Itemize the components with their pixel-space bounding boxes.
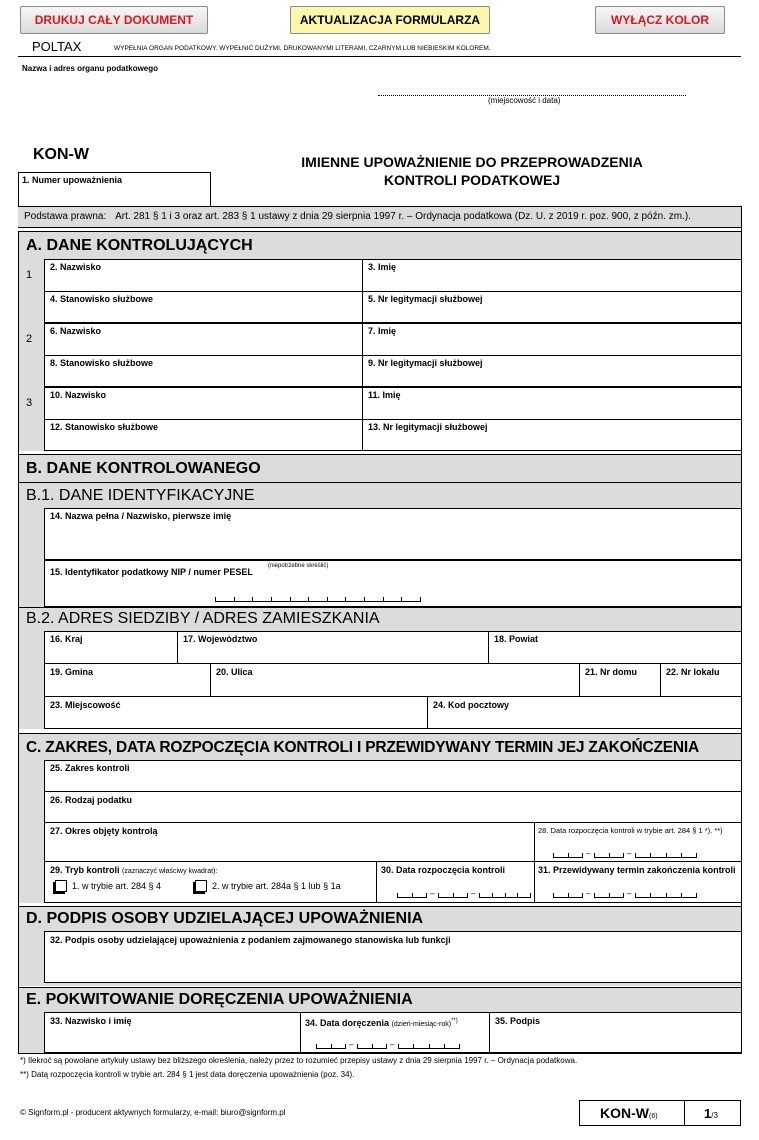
delivery-date-label-text: 34. Data doręczenia — [305, 1018, 390, 1028]
signature-issuer-label: 32. Podpis osoby udzielającej upoważnienia z podaniem zajmowanego stanowiska lub funkcji — [50, 935, 451, 945]
control-mode-label-text: 29. Tryb kontroli — [50, 865, 120, 875]
page-current: 1 — [704, 1106, 712, 1121]
house-number-label: 21. Nr domu — [585, 667, 638, 677]
commune-label: 19. Gmina — [50, 667, 94, 677]
section-d-title: D. PODPIS OSOBY UDZIELAJĄCEJ UPOWAŻNIENIA — [26, 910, 424, 927]
date-year-comb — [479, 893, 531, 898]
county-label: 18. Powiat — [494, 634, 539, 644]
date-year-comb — [398, 1044, 460, 1049]
date-month-comb — [357, 1044, 387, 1049]
section-c-title: C. ZAKRES, DATA ROZPOCZĘCIA KONTROLI I PRZEWIDYWANY TERMIN JEJ ZAKOŃCZENIA — [26, 739, 699, 756]
date-day-comb — [553, 893, 583, 898]
inspector-id-label: 9. Nr legitymacji służbowej — [368, 358, 483, 368]
delivery-date-label — [305, 1016, 458, 1030]
period-label: 27. Okres objęty kontrolą — [50, 826, 158, 836]
control-mode-note: (zaznaczyć właściwy kwadrat): — [122, 868, 218, 875]
section-a-title: A. DANE KONTROLUJĄCYCH — [26, 237, 253, 254]
update-form-button[interactable]: AKTUALIZACJA FORMULARZA — [290, 6, 490, 34]
legal-basis-text: Art. 281 § 1 i 3 oraz art. 283 § 1 ustawy z dnia 29 sierpnia 1997 r. – Ordynacja podatkowa (Dz. U. z 2019 r. poz. 900, z późn. zm.). — [115, 211, 691, 222]
start-date-284-label: 28. Data rozpoczęcia kontroli w trybie art. 284 § 1 *). **) — [538, 826, 723, 835]
full-name-label: 14. Nazwa pełna / Nazwisko, pierwsze imię — [50, 511, 232, 521]
inspector-firstname-field[interactable] — [362, 323, 742, 356]
control-mode-label — [50, 865, 217, 877]
tax-id-comb — [215, 597, 421, 602]
mode-option-1-checkbox[interactable] — [55, 880, 67, 892]
page-box — [579, 1100, 741, 1126]
end-date-label: 31. Przewidywany termin zakończenia kontroli — [538, 865, 736, 875]
date-separator: – — [430, 889, 435, 898]
form-title-line1: IMIENNE UPOWAŻNIENIE DO PRZEPROWADZENIA — [301, 154, 643, 170]
footnote-2: **) Datą rozpoczęcia kontroli w trybie art. 284 § 1 jest data doręczenia upoważnienia (poz. 34). — [20, 1070, 355, 1079]
footer-form-version: (6) — [649, 1113, 658, 1120]
date-month-comb — [594, 853, 624, 858]
inspector-position-label: 4. Stanowisko służbowe — [50, 294, 154, 304]
date-separator: – — [627, 889, 632, 898]
footer-form-code — [600, 1105, 658, 1121]
place-date-label: (miejscowość i data) — [488, 96, 561, 105]
inspector-firstname-field[interactable] — [362, 387, 742, 420]
date-separator: – — [627, 849, 632, 858]
inspector-surname-label: 10. Nazwisko — [50, 390, 107, 400]
legal-basis-label: Podstawa prawna: — [24, 211, 107, 222]
date-separator: – — [390, 1040, 395, 1049]
scope-label: 25. Zakres kontroli — [50, 763, 130, 773]
delivery-date-note: (dzień-miesiąc-rok) — [391, 1021, 452, 1028]
scope-field[interactable] — [44, 760, 742, 792]
tax-type-label: 26. Rodzaj podatku — [50, 795, 133, 805]
tax-id-label: 15. Identyfikator podatkowy NIP / numer PESEL — [50, 567, 253, 577]
mode-option-1-label: 1. w trybie art. 284 § 4 — [72, 881, 162, 891]
date-separator: – — [586, 889, 591, 898]
start-date-label: 30. Data rozpoczęcia kontroli — [381, 865, 506, 875]
section-b1-title: B.1. DANE IDENTYFIKACYJNE — [26, 487, 255, 504]
form-title-line2: KONTROLI PODATKOWEJ — [383, 172, 561, 188]
date-separator: – — [471, 889, 476, 898]
section-e-title: E. POKWITOWANIE DORĘCZENIA UPOWAŻNIENIA — [26, 991, 413, 1008]
form-title — [232, 153, 712, 189]
section-b-title: B. DANE KONTROLOWANEGO — [26, 460, 261, 477]
section-b2-title: B.2. ADRES SIEDZIBY / ADRES ZAMIESZKANIA — [26, 610, 380, 627]
inspector-surname-label: 6. Nazwisko — [50, 326, 102, 336]
recipient-name-label: 33. Nazwisko i imię — [50, 1016, 132, 1026]
city-label: 23. Miejscowość — [50, 700, 121, 710]
inspector-firstname-field[interactable] — [362, 259, 742, 292]
recipient-signature-label: 35. Podpis — [495, 1016, 541, 1026]
apartment-number-label: 22. Nr lokalu — [666, 667, 720, 677]
country-label: 16. Kraj — [50, 634, 83, 644]
brand: POLTAX — [32, 39, 82, 54]
street-label: 20. Ulica — [216, 667, 253, 677]
page-total: /3 — [711, 1111, 718, 1120]
office-label: Nazwa i adres organu podatkowego — [22, 64, 159, 73]
inspector-id-label: 5. Nr legitymacji służbowej — [368, 294, 483, 304]
instruction-text: WYPEŁNIA ORGAN PODATKOWY. WYPEŁNIĆ DUŻYMI, DRUKOWANYMI LITERAMI, CZARNYM LUB NIEBIESKIM KOLOREM. — [114, 45, 491, 52]
date-day-comb — [397, 893, 427, 898]
date-month-comb — [438, 893, 468, 898]
date-day-comb — [553, 853, 583, 858]
page-number — [704, 1106, 718, 1121]
date-month-comb — [594, 893, 624, 898]
inspector-id-label: 13. Nr legitymacji służbowej — [368, 422, 488, 432]
legal-basis — [24, 211, 691, 222]
footnote-1: *) Ilekroć są powołane artykuły ustawy bez bliższego określenia, należy przez to rozumieć przepisy ustawy z dnia 29 sierpnia 1997 r. – Ordynacja podatkowa. — [20, 1056, 578, 1065]
voivodeship-label: 17. Województwo — [183, 634, 258, 644]
date-separator: – — [586, 849, 591, 858]
inspector-row-number: 2 — [26, 333, 33, 345]
mode-option-2-label: 2. w trybie art. 284a § 1 lub § 1a — [212, 881, 341, 891]
inspector-row-number: 3 — [26, 397, 33, 409]
date-day-comb — [316, 1044, 346, 1049]
date-year-comb — [635, 893, 697, 898]
delivery-date-stars: **) — [451, 1018, 458, 1024]
inspector-firstname-label: 11. Imię — [368, 390, 401, 400]
tax-type-field[interactable] — [44, 791, 742, 823]
inspector-position-label: 12. Stanowisko służbowe — [50, 422, 159, 432]
date-separator: – — [349, 1040, 354, 1049]
tax-id-note: (niepotrzebne skreślić) — [268, 563, 329, 569]
auth-number-label: 1. Numer upoważnienia — [22, 175, 123, 185]
inspector-firstname-label: 3. Imię — [368, 262, 397, 272]
inspector-position-label: 8. Stanowisko służbowe — [50, 358, 154, 368]
date-year-comb — [635, 853, 697, 858]
postal-code-label: 24. Kod pocztowy — [433, 700, 510, 710]
producer-note: © Signform.pl - producent aktywnych formularzy, e-mail: biuro@signform.pl — [20, 1108, 286, 1117]
print-document-button[interactable]: DRUKUJ CAŁY DOKUMENT — [20, 6, 208, 34]
inspector-firstname-label: 7. Imię — [368, 326, 397, 336]
mode-option-2-checkbox[interactable] — [195, 880, 207, 892]
inspector-row-number: 1 — [26, 269, 33, 281]
form-code: KON-W — [33, 146, 89, 163]
toggle-color-button[interactable]: WYŁĄCZ KOLOR — [595, 6, 725, 34]
inspector-surname-label: 2. Nazwisko — [50, 262, 102, 272]
footer-form-code-text: KON-W — [600, 1105, 649, 1121]
street-field[interactable] — [210, 663, 580, 697]
